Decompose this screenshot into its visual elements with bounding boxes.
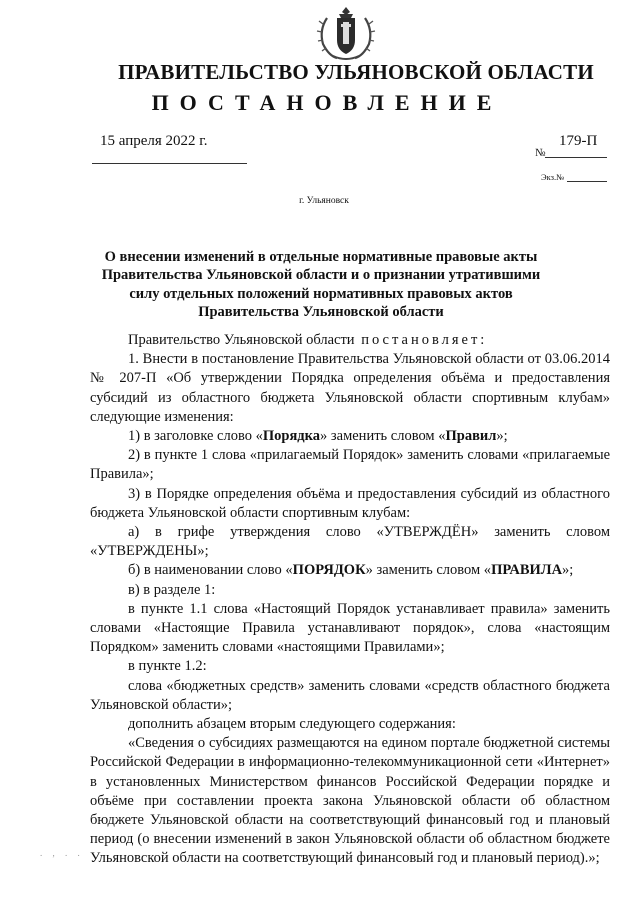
copy-number-label: Экз.№ [541,172,565,182]
paragraph-words-replace: слова «бюджетных средств» заменить словами «средств областного бюджета Ульяновской области»; [90,677,610,713]
paragraph-1: 1. Внести в постановление Правительства Ульяновской области от 03.06.2014 № 207-П «Об утверждении Порядка определения объёма и предоставления субсидий из областного бюджета Ульяновской области спортивным клубам» следующие изменения: [90,351,610,425]
number-underline [545,157,607,158]
paragraph-add-second: дополнить абзацем вторым следующего содержания: [128,716,456,733]
document-type: ПОСТАНОВЛЕНИЕ [151,90,503,115]
ulyanovsk-coat-of-arms-icon [315,4,377,64]
date-underline [92,163,247,164]
document-date: 15 апреля 2022 г. [100,133,208,149]
preamble-verb: постановляет: [354,332,488,348]
paragraph-item-2: 2) в пункте 1 слова «прилагаемый Порядок» заменить словами «прилагаемые Правила»; [90,447,610,483]
copy-number-underline [567,181,607,182]
number-label: № [535,147,546,159]
paragraph-point-1-2: в пункте 1.2: [128,658,207,675]
scan-marks: . , . . [40,848,84,858]
paragraph-item-1: 1) в заголовке слово «Порядка» заменить словом «Правил»; [128,428,508,445]
document-number: 179-П [559,133,598,149]
paragraph-item-a: а) в грифе утверждения слово «УТВЕРЖДЁН» заменить словом «УТВЕРЖДЕНЫ»; [90,524,610,560]
paragraph-preamble [90,331,610,350]
paragraph-item-3: 3) в Порядке определения объёма и предоставления субсидий из областного бюджета Ульяновской области спортивным клубам: [90,485,610,521]
paragraph-quote: «Сведения о субсидиях размещаются на едином портале бюджетной системы Российской Федерации в информационно-телекоммуникационной сети «Интернет» в установленных Министерством финансов Российской Федерации порядке и объёме при составлении проекта закона Ульяновской области об областном бюджете Ульяновской области на соответствующий финансовый год и плановый период (о внесении изменений в закон Ульяновской области об областном бюджете Ульяновской области на соответствующий финансовый год и плановый период).»; [90,735,610,867]
document-title: О внесении изменений в отдельные нормативные правовые акты Правительства Ульяновской области и о признании утратившими силу отдельных положений нормативных правовых актов Правительства Ульяновской области [101,249,541,321]
government-name: ПРАВИТЕЛЬСТВО УЛЬЯНОВСКОЙ ОБЛАСТИ [118,60,594,84]
paragraph-point-1-1: в пункте 1.1 слова «Настоящий Порядок устанавливает правила» заменить словами «Настоящие Правила устанавливают порядок», слова «настоящим Порядком» заменить словами «настоящими Правилами»; [90,600,610,656]
city-name: г. Ульяновск [299,196,349,206]
paragraph-item-v: в) в разделе 1: [128,581,216,598]
paragraph-item-b: б) в наименовании слово «ПОРЯДОК» заменить словом «ПРАВИЛА»; [128,562,574,579]
document-body [90,331,610,869]
preamble-subject: Правительство Ульяновской области [128,332,355,348]
